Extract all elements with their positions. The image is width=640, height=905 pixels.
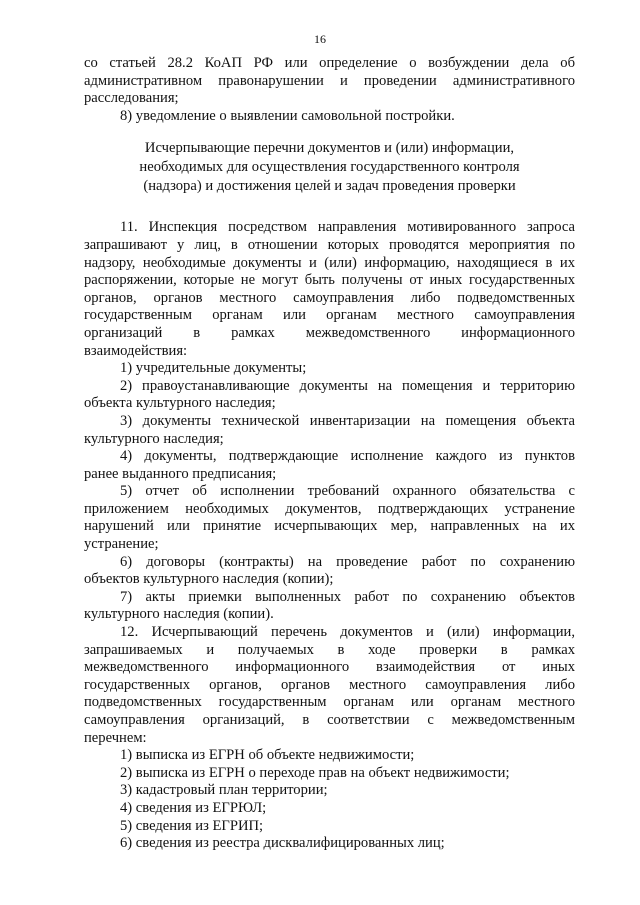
text-line: объекта культурного наследия; xyxy=(84,395,276,412)
text-line: 8) уведомление о выявлении самовольной постройки. xyxy=(120,107,455,124)
text-line: государственным органам или органам местного самоуправления xyxy=(84,307,575,324)
document-body xyxy=(84,55,575,853)
text-line: надзору, необходимые документы и (или) информацию, находящиеся в их xyxy=(84,254,575,271)
text-line: нарушений или принятие исчерпывающих мер, направленных на их xyxy=(84,518,575,535)
text-line: объектов культурного наследия (копии); xyxy=(84,571,334,588)
text-line: культурного наследия (копии). xyxy=(84,606,274,623)
text-line: 4) сведения из ЕГРЮЛ; xyxy=(120,799,267,816)
text-line: перечнем: xyxy=(84,729,147,746)
text-line: 5) отчет об исполнении требований охранного обязательства с xyxy=(120,483,575,500)
main-paragraphs xyxy=(84,219,575,852)
text-line: устранение; xyxy=(84,536,159,553)
text-line: подведомственных государственным органам или органам местного xyxy=(84,694,575,711)
text-line: запрашивают у лиц, в отношении которых проводятся мероприятия по xyxy=(84,236,575,253)
text-line: 6) сведения из реестра дисквалифицированных лиц; xyxy=(120,835,445,852)
text-line: распоряжении, которые не могут быть получены от иных государственных xyxy=(84,272,575,289)
text-line: 3) кадастровый план территории; xyxy=(120,782,328,799)
text-line: 2) выписка из ЕГРН о переходе прав на объект недвижимости; xyxy=(120,764,510,781)
heading-line: (надзора) и достижения целей и задач проведения проверки xyxy=(143,178,516,195)
text-line: 12. Исчерпывающий перечень документов и (или) информации, xyxy=(120,624,575,641)
top-paragraphs xyxy=(84,55,575,125)
text-line: административном правонарушении и проведении административного xyxy=(84,72,575,89)
text-line: 7) акты приемки выполненных работ по сохранению объектов xyxy=(120,588,575,605)
text-line: 2) правоустанавливающие документы на помещения и территорию xyxy=(120,377,575,394)
text-line: 5) сведения из ЕГРИП; xyxy=(120,817,264,834)
text-line: организаций в рамках межведомственного информационного xyxy=(84,324,575,341)
section-heading xyxy=(84,139,575,196)
heading-line: необходимых для осуществления государственного контроля xyxy=(139,159,520,176)
text-line: приложением необходимых документов, подтверждающих устранение xyxy=(84,500,575,517)
text-line: культурного наследия; xyxy=(84,430,224,447)
text-line: взаимодействия: xyxy=(84,342,188,359)
text-line: органов, органов местного самоуправления либо подведомственных xyxy=(84,289,575,306)
text-line: ранее выданного предписания; xyxy=(84,465,277,482)
text-line: межведомственного информационного взаимодействия от иных xyxy=(84,659,575,676)
text-line: государственных органов, органов местного самоуправления либо xyxy=(84,676,575,693)
text-line: запрашиваемых и получаемых в ходе проверки в рамках xyxy=(84,641,575,658)
heading-line: Исчерпывающие перечни документов и (или) информации, xyxy=(144,140,515,157)
spacer xyxy=(84,210,575,219)
text-line: расследования; xyxy=(84,90,179,107)
text-line: 11. Инспекция посредством направления мотивированного запроса xyxy=(120,219,575,236)
text-line: самоуправления организаций, в соответствии с межведомственным xyxy=(84,712,575,728)
text-line: 4) документы, подтверждающие исполнение каждого из пунктов xyxy=(120,448,575,465)
text-line: 6) договоры (контракты) на проведение работ по сохранению xyxy=(120,553,575,570)
text-line: 3) документы технической инвентаризации на помещения объекта xyxy=(120,412,575,429)
text-line: 1) учредительные документы; xyxy=(120,360,307,377)
text-line: со статьей 28.2 КоАП РФ или определение о возбуждении дела об xyxy=(84,55,575,71)
text-line: 1) выписка из ЕГРН об объекте недвижимости; xyxy=(120,747,415,764)
page-number: 16 xyxy=(314,32,326,46)
